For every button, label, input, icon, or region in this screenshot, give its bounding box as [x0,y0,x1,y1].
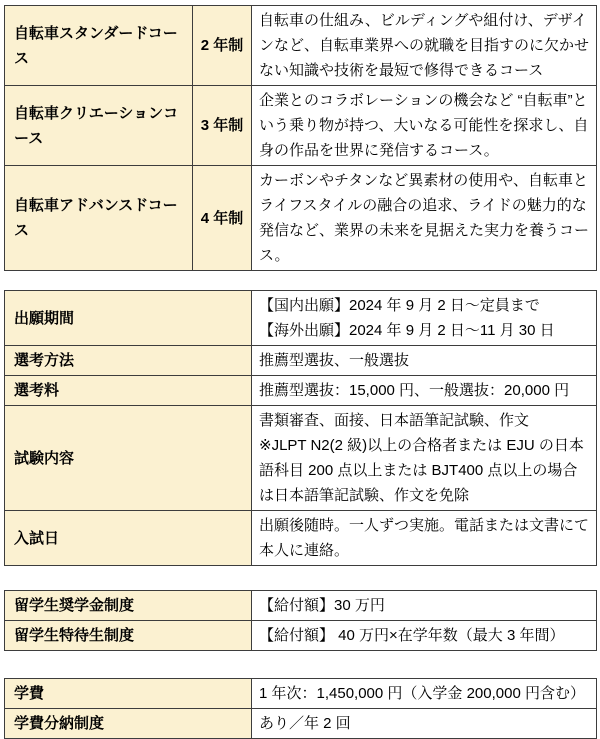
scholarship-value-cell: 【給付額】 40 万円×在学年数（最大 3 年間） [252,621,597,651]
course-row [5,166,597,271]
scholarship-row [5,621,597,651]
course-name-cell: 自転車アドバンスドコース [5,166,193,271]
courses-table [4,5,597,271]
course-duration-cell: 2 年制 [193,6,252,86]
admission-value-cell [252,406,597,511]
course-row [5,6,597,86]
course-row [5,86,597,166]
admission-label-cell: 出願期間 [5,291,252,346]
course-description-cell: 企業とのコラボレーションの機会など “自転車”という乗り物が持つ、大いなる可能性を探求し、自身の作品を世界に発信するコース。 [252,86,597,166]
value-line: 推薦型選抜、一般選抜 [259,352,410,369]
scholarship-label-cell: 留学生奨学金制度 [5,591,252,621]
tuition-table [4,678,597,739]
tuition-value-cell: 1 年次：1,450,000 円（入学金 200,000 円含む） [252,679,597,709]
course-description-cell: 自転車の仕組み、ビルディングや組付け、デザインなど、自転車業界への就職を目指すのに欠かせない知識や技術を最短で修得できるコース [252,6,597,86]
tuition-row [5,709,597,739]
scholarship-table [4,590,597,651]
admission-value-cell [252,376,597,406]
admissions-table [4,290,597,566]
admission-label-cell: 試験内容 [5,406,252,511]
value-line: 推薦型選抜：15,000 円、一般選抜：20,000 円 [259,382,570,399]
admission-value-cell [252,291,597,346]
value-line: 【海外出願】2024 年 9 月 2 日～11 月 30 日 [259,322,555,339]
scholarship-row [5,591,597,621]
value-line: 書類審査、面接、日本語筆記試験、作文 [259,412,530,429]
course-duration-cell: 4 年制 [193,166,252,271]
scholarship-label-cell: 留学生特待生制度 [5,621,252,651]
scholarship-value-cell: 【給付額】30 万円 [252,591,597,621]
course-name-cell: 自転車スタンダードコース [5,6,193,86]
admission-row [5,511,597,566]
tuition-label-cell: 学費 [5,679,252,709]
tuition-row [5,679,597,709]
admission-value-cell [252,346,597,376]
admission-label-cell: 選考料 [5,376,252,406]
value-line: 出願後随時。一人ずつ実施。電話または文書にて本人に連絡。 [259,517,590,559]
admission-row [5,291,597,346]
admission-value-cell [252,511,597,566]
admission-label-cell: 選考方法 [5,346,252,376]
course-description-cell: カーボンやチタンなど異素材の使用や、自転車とライフスタイルの融合の追求、ライドの魅力的な発信など、業界の未来を見据えた実力を養うコース。 [252,166,597,271]
tuition-value-cell: あり／年 2 回 [252,709,597,739]
admission-row [5,406,597,511]
course-name-cell: 自転車クリエーションコース [5,86,193,166]
admission-label-cell: 入試日 [5,511,252,566]
value-line: ※JLPT N2(2 級)以上の合格者または EJU の日本語科目 200 点以上または BJT400 点以上の場合は日本語筆記試験、作文を免除 [259,437,584,504]
admission-row [5,376,597,406]
course-duration-cell: 3 年制 [193,86,252,166]
value-line: 【国内出願】2024 年 9 月 2 日～定員まで [259,297,540,314]
tuition-label-cell: 学費分納制度 [5,709,252,739]
admission-row [5,346,597,376]
